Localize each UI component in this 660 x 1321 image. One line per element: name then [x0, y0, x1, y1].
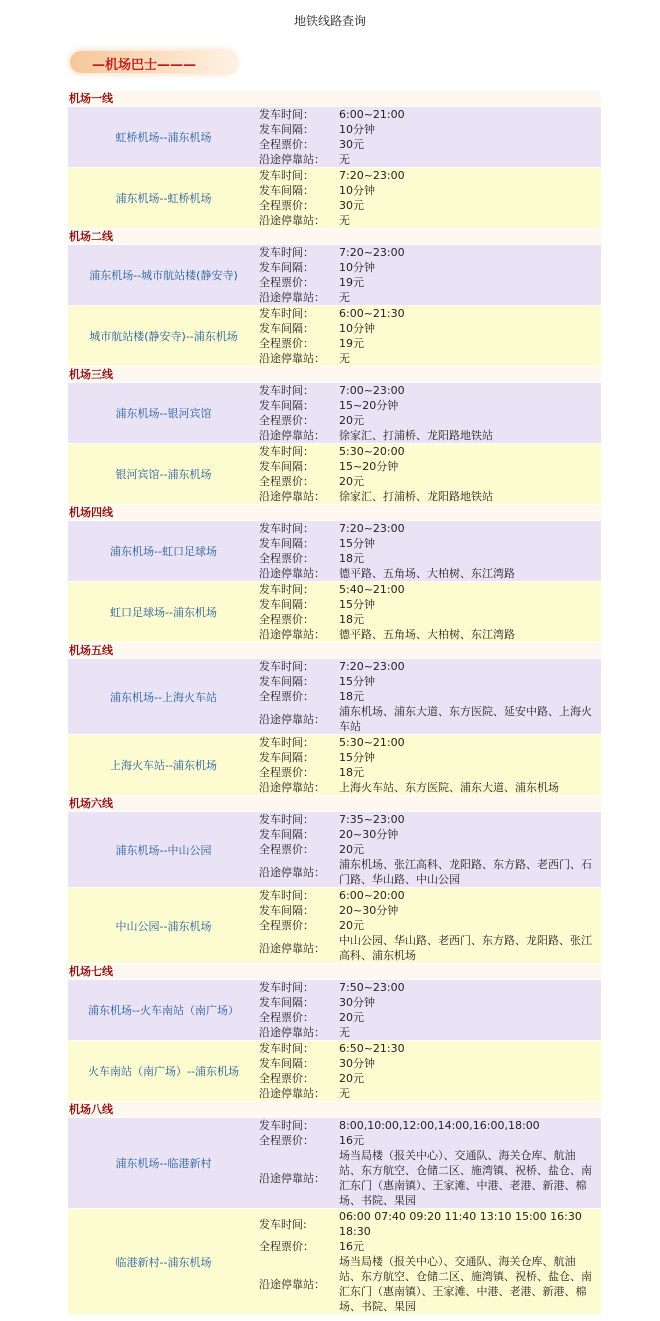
info-label: 沿途停靠站： [259, 865, 325, 879]
info-value: 5:30~20:00 [339, 445, 405, 458]
info-label: 全程票价： [259, 613, 314, 626]
info-label: 沿途停靠站： [259, 490, 325, 503]
route-info [259, 383, 601, 443]
info-label: 发车时间： [259, 813, 314, 826]
route-direction-title[interactable]: 浦东机场--上海火车站 [110, 690, 217, 704]
route-info [259, 659, 601, 734]
route-info [259, 812, 601, 887]
info-value: 20元 [339, 843, 364, 856]
route-direction-title[interactable]: 浦东机场--银河宾馆 [115, 407, 212, 420]
info-label: 全程票价： [259, 138, 314, 151]
route-info [259, 888, 601, 963]
route-direction-title[interactable]: 浦东机场--中山公园 [115, 843, 212, 857]
info-value: 徐家汇、打浦桥、龙阳路地铁站 [339, 429, 493, 442]
route-direction-title[interactable]: 银河宾馆--浦东机场 [115, 468, 212, 481]
info-label: 沿途停靠站： [259, 781, 325, 794]
info-value: 徐家汇、打浦桥、龙阳路地铁站 [339, 490, 493, 503]
info-row [259, 107, 601, 122]
section-banner [70, 51, 236, 73]
route-direction-title[interactable]: 浦东机场--火车南站（南广场） [88, 1004, 239, 1017]
route-direction [68, 168, 601, 228]
info-value: 16元 [339, 1240, 364, 1253]
info-row [259, 428, 601, 443]
info-label: 沿途停靠站： [259, 1277, 325, 1291]
info-value: 8:00,10:00,12:00,14:00,16:00,18:00 [339, 1119, 540, 1132]
route-info [259, 1209, 601, 1314]
route-direction [68, 735, 601, 795]
info-label: 发车间隔： [259, 123, 314, 136]
info-value: 15~20分钟 [339, 460, 399, 473]
info-row [259, 903, 601, 918]
info-row [259, 1010, 601, 1025]
line-header: 机场四线 [68, 505, 601, 520]
info-value: 德平路、五角场、大柏树、东江湾路 [339, 567, 515, 580]
info-label: 沿途停靠站： [259, 291, 325, 304]
info-row [259, 183, 601, 198]
route-info [259, 980, 601, 1040]
info-row [259, 1025, 601, 1040]
route-direction-title[interactable]: 浦东机场--城市航站楼(静安寺) [89, 269, 238, 282]
info-value: 无 [339, 291, 350, 304]
info-label: 沿途停靠站： [259, 352, 325, 365]
info-row [259, 398, 601, 413]
info-label: 发车间隔： [259, 460, 314, 473]
info-row [259, 765, 601, 780]
route-direction [68, 1118, 601, 1208]
route-direction [68, 1209, 601, 1314]
route-info [259, 521, 601, 581]
info-value: 10分钟 [339, 322, 375, 335]
info-value: 10分钟 [339, 184, 375, 197]
route-info [259, 735, 601, 795]
line-header: 机场三线 [68, 367, 601, 382]
info-value: 6:00~21:00 [339, 108, 405, 121]
info-value: 浦东机场、浦东大道、东方医院、延安中路、上海火车站 [339, 705, 592, 733]
info-value: 20元 [339, 1011, 364, 1024]
info-value: 20元 [339, 919, 364, 932]
info-row [259, 1086, 601, 1101]
info-row [259, 306, 601, 321]
info-row [259, 918, 601, 933]
route-direction-title[interactable]: 上海火车站--浦东机场 [110, 759, 217, 772]
line-header: 机场五线 [68, 643, 601, 658]
info-row [259, 857, 601, 887]
info-row [259, 536, 601, 551]
route-direction-title[interactable]: 临港新村--浦东机场 [115, 1255, 212, 1269]
info-row [259, 582, 601, 597]
info-label: 全程票价： [259, 690, 314, 703]
info-value: 7:20~23:00 [339, 660, 405, 673]
info-row [259, 383, 601, 398]
route-direction [68, 521, 601, 581]
line-header: 机场一线 [68, 91, 601, 106]
info-label: 沿途停靠站： [259, 628, 325, 641]
info-value: 18元 [339, 690, 364, 703]
info-label: 全程票价： [259, 552, 314, 565]
info-value: 10分钟 [339, 123, 375, 136]
info-label: 发车时间： [259, 108, 314, 121]
info-label: 沿途停靠站： [259, 1171, 325, 1185]
info-row [259, 444, 601, 459]
info-value: 场当局楼（报关中心）、交通队、海关仓库、航油站、东方航空、仓储二区、施湾镇、祝桥、盐仓、南汇东门（惠南镇）、王家滩、中港、老港、新港、棉场、书院、果园 [339, 1255, 592, 1313]
info-label: 发车间隔： [259, 184, 314, 197]
info-row [259, 351, 601, 366]
route-direction-title[interactable]: 中山公园--浦东机场 [115, 919, 212, 933]
info-row [259, 827, 601, 842]
info-row [259, 1239, 601, 1254]
route-info [259, 582, 601, 642]
info-value: 20~30分钟 [339, 904, 399, 917]
line-header: 机场六线 [68, 796, 601, 811]
info-row [259, 1209, 601, 1239]
info-value: 15分钟 [339, 537, 375, 550]
info-value: 20~30分钟 [339, 828, 399, 841]
info-label: 全程票价： [259, 475, 314, 488]
info-label: 发车间隔： [259, 399, 314, 412]
info-label: 发车间隔： [259, 1057, 314, 1070]
info-label: 发车时间： [259, 522, 314, 535]
info-value: 上海火车站、东方医院、浦东大道、浦东机场 [339, 781, 559, 794]
route-info [259, 1118, 601, 1208]
info-label: 发车间隔： [259, 996, 314, 1009]
info-row [259, 521, 601, 536]
info-label: 全程票价： [259, 199, 314, 212]
info-row [259, 245, 601, 260]
info-value: 10分钟 [339, 261, 375, 274]
info-row [259, 888, 601, 903]
info-label: 发车时间： [259, 384, 314, 397]
info-value: 06:00 07:40 09:20 11:40 13:10 15:00 16:30 18:30 [339, 1210, 582, 1238]
route-direction-title[interactable]: 浦东机场--虹口足球场 [110, 545, 217, 558]
route-info [259, 107, 601, 167]
route-direction [68, 812, 601, 887]
info-label: 全程票价： [259, 1134, 314, 1147]
info-row [259, 933, 601, 963]
route-direction [68, 444, 601, 504]
info-row [259, 122, 601, 137]
line-header: 机场七线 [68, 964, 601, 979]
info-label: 沿途停靠站： [259, 214, 325, 227]
info-label: 全程票价： [259, 276, 314, 289]
info-value: 无 [339, 352, 350, 365]
info-label: 沿途停靠站： [259, 1087, 325, 1100]
info-label: 沿途停靠站： [259, 429, 325, 442]
info-value: 19元 [339, 276, 364, 289]
route-info [259, 444, 601, 504]
route-direction [68, 888, 601, 963]
info-value: 15分钟 [339, 751, 375, 764]
route-direction-title[interactable]: 虹口足球场--浦东机场 [110, 606, 217, 619]
info-label: 发车间隔： [259, 904, 314, 917]
info-row [259, 413, 601, 428]
info-label: 发车时间： [259, 736, 314, 749]
info-row [259, 1133, 601, 1148]
info-label: 发车时间： [259, 1042, 314, 1055]
info-label: 全程票价： [259, 414, 314, 427]
info-row [259, 321, 601, 336]
info-label: 沿途停靠站： [259, 567, 325, 580]
info-label: 发车间隔： [259, 261, 314, 274]
route-direction [68, 306, 601, 366]
info-value: 7:20~23:00 [339, 522, 405, 535]
info-value: 30分钟 [339, 996, 375, 1009]
info-label: 全程票价： [259, 766, 314, 779]
route-direction [68, 659, 601, 734]
info-row [259, 459, 601, 474]
info-row [259, 566, 601, 581]
info-label: 发车间隔： [259, 828, 314, 841]
route-direction [68, 582, 601, 642]
info-label: 全程票价： [259, 1240, 314, 1253]
info-label: 全程票价： [259, 843, 314, 856]
section-banner-label: —机场巴士——— [92, 58, 197, 73]
info-row [259, 213, 601, 228]
info-row [259, 612, 601, 627]
info-row [259, 168, 601, 183]
info-label: 发车时间： [259, 660, 314, 673]
info-row [259, 474, 601, 489]
info-label: 发车时间： [259, 889, 314, 902]
info-label: 发车间隔： [259, 675, 314, 688]
route-direction [68, 980, 601, 1040]
info-value: 18元 [339, 552, 364, 565]
info-value: 20元 [339, 414, 364, 427]
info-value: 7:20~23:00 [339, 169, 405, 182]
info-value: 6:00~21:30 [339, 307, 405, 320]
route-direction [68, 245, 601, 305]
info-label: 发车时间： [259, 307, 314, 320]
info-value: 20元 [339, 1072, 364, 1085]
info-value: 19元 [339, 337, 364, 350]
info-label: 发车时间： [259, 445, 314, 458]
info-label: 发车时间： [259, 981, 314, 994]
info-row [259, 551, 601, 566]
info-value: 浦东机场、张江高科、龙阳路、东方路、老西门、石门路、华山路、中山公园 [339, 858, 592, 886]
info-label: 沿途停靠站： [259, 153, 325, 166]
info-value: 5:40~21:00 [339, 583, 405, 596]
info-value: 15~20分钟 [339, 399, 399, 412]
info-row [259, 995, 601, 1010]
info-row [259, 489, 601, 504]
info-label: 发车时间： [259, 169, 314, 182]
info-value: 20元 [339, 475, 364, 488]
route-info [259, 168, 601, 228]
info-row [259, 674, 601, 689]
info-value: 30元 [339, 199, 364, 212]
info-value: 德平路、五角场、大柏树、东江湾路 [339, 628, 515, 641]
info-row [259, 260, 601, 275]
info-value: 15分钟 [339, 598, 375, 611]
info-value: 无 [339, 153, 350, 166]
info-value: 7:50~23:00 [339, 981, 405, 994]
info-value: 30分钟 [339, 1057, 375, 1070]
info-row [259, 780, 601, 795]
info-label: 全程票价： [259, 1011, 314, 1024]
info-row [259, 336, 601, 351]
route-direction [68, 1041, 601, 1101]
info-row [259, 1254, 601, 1314]
info-label: 发车间隔： [259, 537, 314, 550]
route-info [259, 245, 601, 305]
route-direction-title[interactable]: 浦东机场--虹桥机场 [115, 192, 212, 205]
info-row [259, 1118, 601, 1133]
route-table [68, 90, 601, 1314]
route-direction-title[interactable]: 虹桥机场--浦东机场 [115, 131, 212, 144]
info-row [259, 689, 601, 704]
info-label: 全程票价： [259, 337, 314, 350]
info-label: 沿途停靠站： [259, 941, 325, 955]
info-label: 发车时间： [259, 1119, 314, 1132]
info-value: 7:00~23:00 [339, 384, 405, 397]
info-label: 发车间隔： [259, 598, 314, 611]
route-direction-title[interactable]: 城市航站楼(静安寺)--浦东机场 [89, 330, 238, 343]
info-row [259, 137, 601, 152]
info-row [259, 1056, 601, 1071]
info-value: 无 [339, 214, 350, 227]
route-direction [68, 107, 601, 167]
info-row [259, 152, 601, 167]
line-header: 机场二线 [68, 229, 601, 244]
route-info [259, 306, 601, 366]
info-value: 场当局楼（报关中心）、交通队、海关仓库、航油站、东方航空、仓储二区、施湾镇、祝桥、盐仓、南汇东门（惠南镇）、王家滩、中港、老港、新港、棉场、书院、果园 [339, 1149, 592, 1207]
info-value: 16元 [339, 1134, 364, 1147]
info-row [259, 275, 601, 290]
info-label: 发车间隔： [259, 322, 314, 335]
info-label: 全程票价： [259, 1072, 314, 1085]
info-row [259, 198, 601, 213]
info-value: 18元 [339, 766, 364, 779]
info-row [259, 842, 601, 857]
info-row [259, 1041, 601, 1056]
info-row [259, 750, 601, 765]
info-value: 7:20~23:00 [339, 246, 405, 259]
route-info [259, 1041, 601, 1101]
info-row [259, 627, 601, 642]
info-label: 发车时间： [259, 583, 314, 596]
info-row [259, 704, 601, 734]
info-row [259, 812, 601, 827]
info-row [259, 1071, 601, 1086]
info-label: 沿途停靠站： [259, 1026, 325, 1039]
info-row [259, 735, 601, 750]
route-direction [68, 383, 601, 443]
info-label: 发车间隔： [259, 751, 314, 764]
info-row [259, 659, 601, 674]
info-value: 6:50~21:30 [339, 1042, 405, 1055]
route-direction-title[interactable]: 浦东机场--临港新村 [115, 1157, 212, 1170]
info-label: 全程票价： [259, 919, 314, 932]
info-value: 30元 [339, 138, 364, 151]
info-value: 中山公园、华山路、老西门、东方路、龙阳路、张江高科、浦东机场 [339, 934, 592, 962]
info-row [259, 1148, 601, 1208]
info-value: 15分钟 [339, 675, 375, 688]
info-value: 7:35~23:00 [339, 813, 405, 826]
info-label: 沿途停靠站： [259, 712, 325, 726]
info-row [259, 597, 601, 612]
info-value: 5:30~21:00 [339, 736, 405, 749]
info-row [259, 290, 601, 305]
line-header: 机场八线 [68, 1102, 601, 1117]
page-title: 地铁线路查询 [293, 14, 366, 28]
info-value: 18元 [339, 613, 364, 626]
info-label: 发车时间: [259, 1217, 307, 1231]
info-row [259, 980, 601, 995]
info-value: 无 [339, 1087, 350, 1100]
info-value: 6:00~20:00 [339, 889, 405, 902]
info-value: 无 [339, 1026, 350, 1039]
info-label: 发车时间： [259, 246, 314, 259]
route-direction-title[interactable]: 火车南站（南广场）--浦东机场 [88, 1065, 239, 1078]
